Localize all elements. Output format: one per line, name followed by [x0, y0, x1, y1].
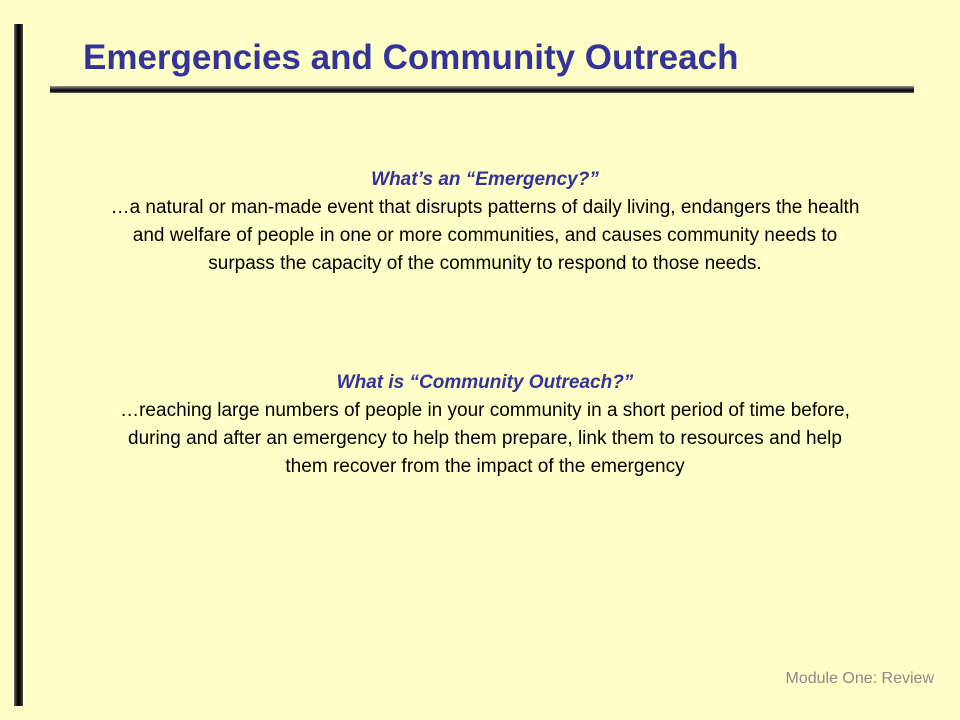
title-divider — [50, 86, 914, 93]
emergency-definition — [110, 166, 860, 278]
left-vertical-bar — [14, 24, 23, 706]
emergency-body: …a natural or man-made event that disrupts patterns of daily living, endangers the health and welfare of people in one or more communities, and causes community needs to surpass the capacity of the community to respond to those needs. — [110, 197, 860, 274]
slide-footer: Module One: Review — [785, 670, 934, 687]
outreach-body: …reaching large numbers of people in your community in a short period of time before, during and after an emergency to help them prepare, link them to resources and help them recover from the impact of the emergency — [120, 400, 850, 477]
emergency-heading: What’s an “Emergency?” — [371, 169, 599, 190]
slide-title: Emergencies and Community Outreach — [83, 38, 739, 77]
outreach-definition — [110, 369, 860, 481]
outreach-heading: What is “Community Outreach?” — [336, 372, 634, 393]
